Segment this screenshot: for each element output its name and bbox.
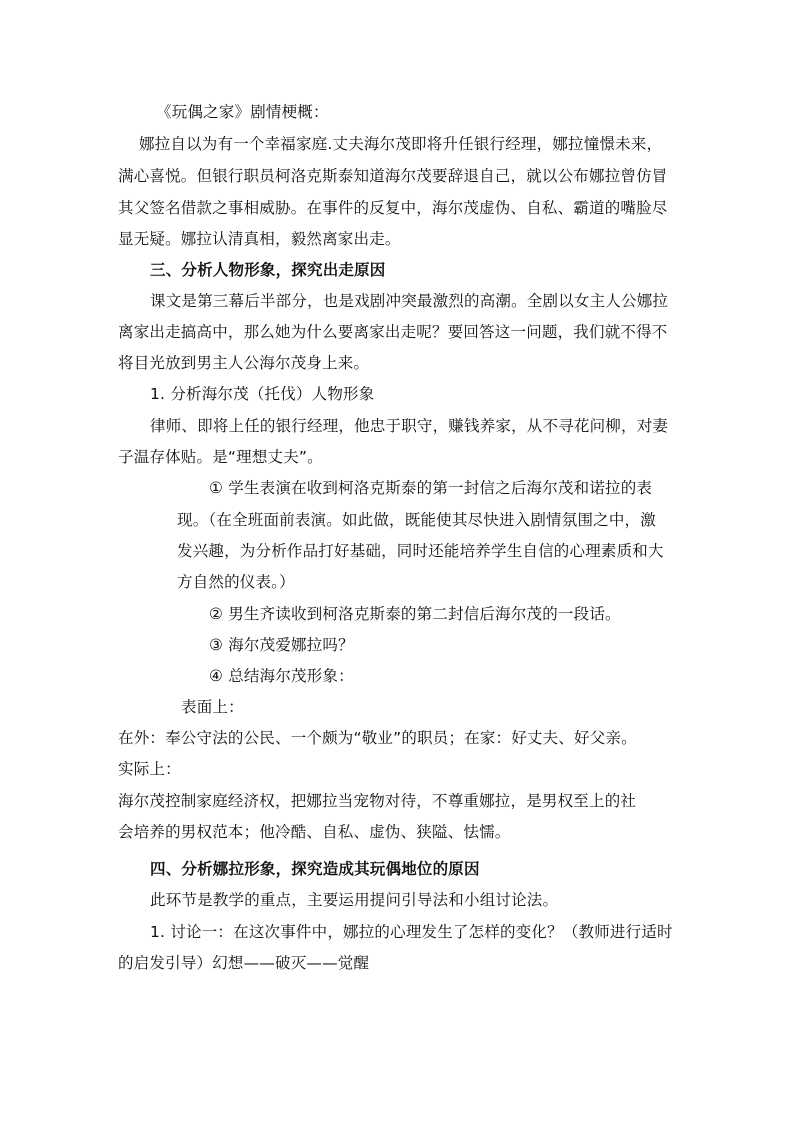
paragraph-line: 会培养的男权范本；他冷酷、自私、虚伪、狭隘、怯懦。 [118,823,511,841]
list-item: ③ 海尔茂爱娜拉吗？ [209,636,354,654]
paragraph-line: 课文是第三幕后半部分，也是戏剧冲突最激烈的高潮。全剧以女主人公娜拉 [150,292,669,310]
paragraph-line: 满心喜悦。但银行职员柯洛克斯泰知道海尔茂要辞退自己，就以公布娜拉曾仿冒 [118,167,668,185]
paragraph-line: 其父签名借款之事相威胁。在事件的反复中，海尔茂虚伪、自私、霸道的嘴脸尽 [118,199,668,217]
subheading: 1. 分析海尔茂（托伐）人物形象 [150,385,375,403]
paragraph-line: 将目光放到男主人公海尔茂身上来。 [118,354,370,372]
label-actual: 实际上： [118,760,181,778]
paragraph-line: 发兴趣，为分析作品打好基础，同时还能培养学生自信的心理素质和大 [177,542,664,560]
list-item: ① 学生表演在收到柯洛克斯泰的第一封信之后海尔茂和诺拉的表 [209,479,653,497]
paragraph-line: 子温存体贴。是“理想丈夫”。 [118,448,323,466]
paragraph-line: 显无疑。娜拉认清真相，毅然离家出走。 [118,230,401,248]
paragraph-line: 现。（在全班面前表演。如此做，既能使其尽快进入剧情氛围之中，激 [177,511,656,529]
paragraph-line: 海尔茂控制家庭经济权，把娜拉当宠物对待，不尊重娜拉，是男权至上的社 [118,792,637,810]
paragraph-line: 律师、即将上任的银行经理，他忠于职守，赚钱养家，从不寻花问柳，对妻 [150,417,669,435]
paragraph-line: 1. 讨论一：在这次事件中，娜拉的心理发生了怎样的变化？（教师进行适时 [150,923,673,941]
list-item: ④ 总结海尔茂形象： [209,667,354,685]
plot-summary-heading: 《玩偶之家》剧情梗概： [156,103,329,121]
section-heading-4: 四、分析娜拉形象，探究造成其玩偶地位的原因 [150,860,480,878]
paragraph-line: 方自然的仪表。） [177,573,295,591]
list-item: ② 男生齐读收到柯洛克斯泰的第二封信后海尔茂的一段话。 [209,605,621,623]
paragraph-line: 离家出走搞高中，那么她为什么要离家出走呢？要回答这一问题，我们就不得不 [118,323,668,341]
paragraph-line: 在外：奉公守法的公民、一个颇为“敬业”的职员；在家：好丈夫、好父亲。 [118,729,637,747]
section-heading-3: 三、分析人物形象，探究出走原因 [150,261,386,279]
paragraph-line: 的启发引导）幻想——破灭——觉醒 [118,954,370,972]
label-surface: 表面上： [181,698,244,716]
paragraph-line: 娜拉自以为有一个幸福家庭.丈夫海尔茂即将升任银行经理，娜拉憧憬未来， [139,135,663,153]
paragraph-line: 此环节是教学的重点，主要运用提问引导法和小组讨论法。 [150,891,559,909]
